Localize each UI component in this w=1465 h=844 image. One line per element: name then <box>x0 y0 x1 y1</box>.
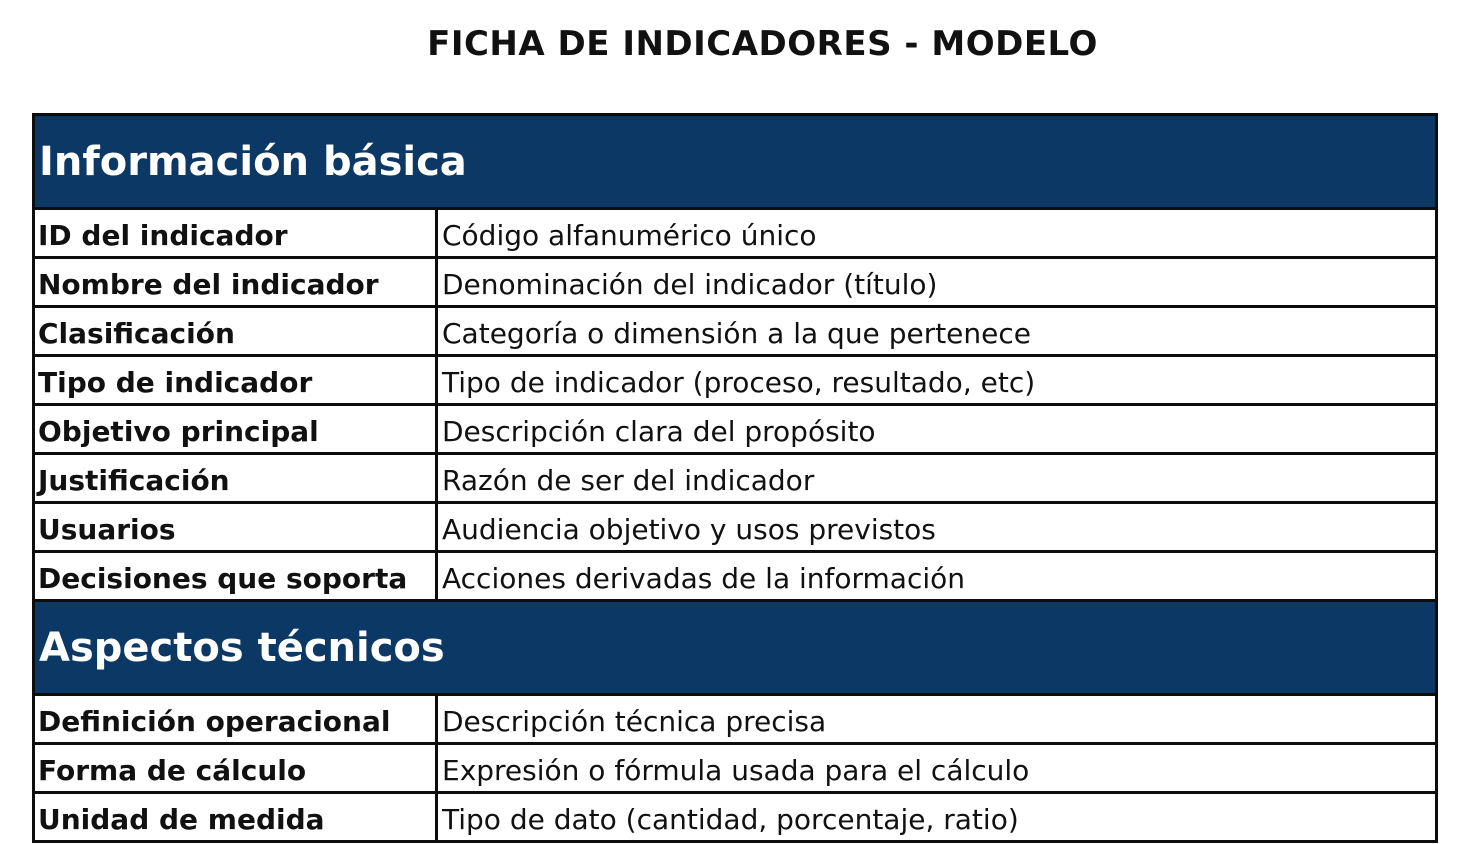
table-row <box>35 553 1435 602</box>
row-value: Categoría o dimensión a la que pertenece <box>442 317 1031 350</box>
row-value: Expresión o fórmula usada para el cálculo <box>442 754 1030 787</box>
page-title: FICHA DE INDICADORES - MODELO <box>427 24 1098 64</box>
row-value: Denominación del indicador (título) <box>442 268 938 301</box>
table-row <box>35 696 1435 745</box>
row-value: Razón de ser del indicador <box>442 464 815 497</box>
row-label: ID del indicador <box>35 210 438 256</box>
table-row <box>35 308 1435 357</box>
row-label: Definición operacional <box>35 696 438 742</box>
row-value: Descripción técnica precisa <box>442 705 827 738</box>
row-label: Unidad de medida <box>35 794 438 840</box>
row-value: Tipo de dato (cantidad, porcentaje, ratio) <box>442 803 1019 836</box>
table-row <box>35 455 1435 504</box>
row-label: Justificación <box>35 455 438 501</box>
row-value: Código alfanumérico único <box>442 219 817 252</box>
section-header-basic-info: Información básica <box>35 116 1435 210</box>
row-value: Audiencia objetivo y usos previstos <box>442 513 936 546</box>
row-label: Forma de cálculo <box>35 745 438 791</box>
row-value: Tipo de indicador (proceso, resultado, etc) <box>442 366 1036 399</box>
table-row <box>35 259 1435 308</box>
row-value: Acciones derivadas de la información <box>442 562 966 595</box>
row-label: Objetivo principal <box>35 406 438 452</box>
table-row <box>35 794 1435 843</box>
table-row <box>35 357 1435 406</box>
indicator-sheet-table <box>32 113 1438 843</box>
row-label: Clasificación <box>35 308 438 354</box>
table-row <box>35 504 1435 553</box>
table-row <box>35 210 1435 259</box>
section-header-technical-aspects: Aspectos técnicos <box>35 602 1435 696</box>
table-row <box>35 406 1435 455</box>
row-value: Descripción clara del propósito <box>442 415 876 448</box>
row-label: Usuarios <box>35 504 438 550</box>
table-row <box>35 745 1435 794</box>
row-label: Decisiones que soporta <box>35 553 438 599</box>
row-label: Tipo de indicador <box>35 357 438 403</box>
row-label: Nombre del indicador <box>35 259 438 305</box>
